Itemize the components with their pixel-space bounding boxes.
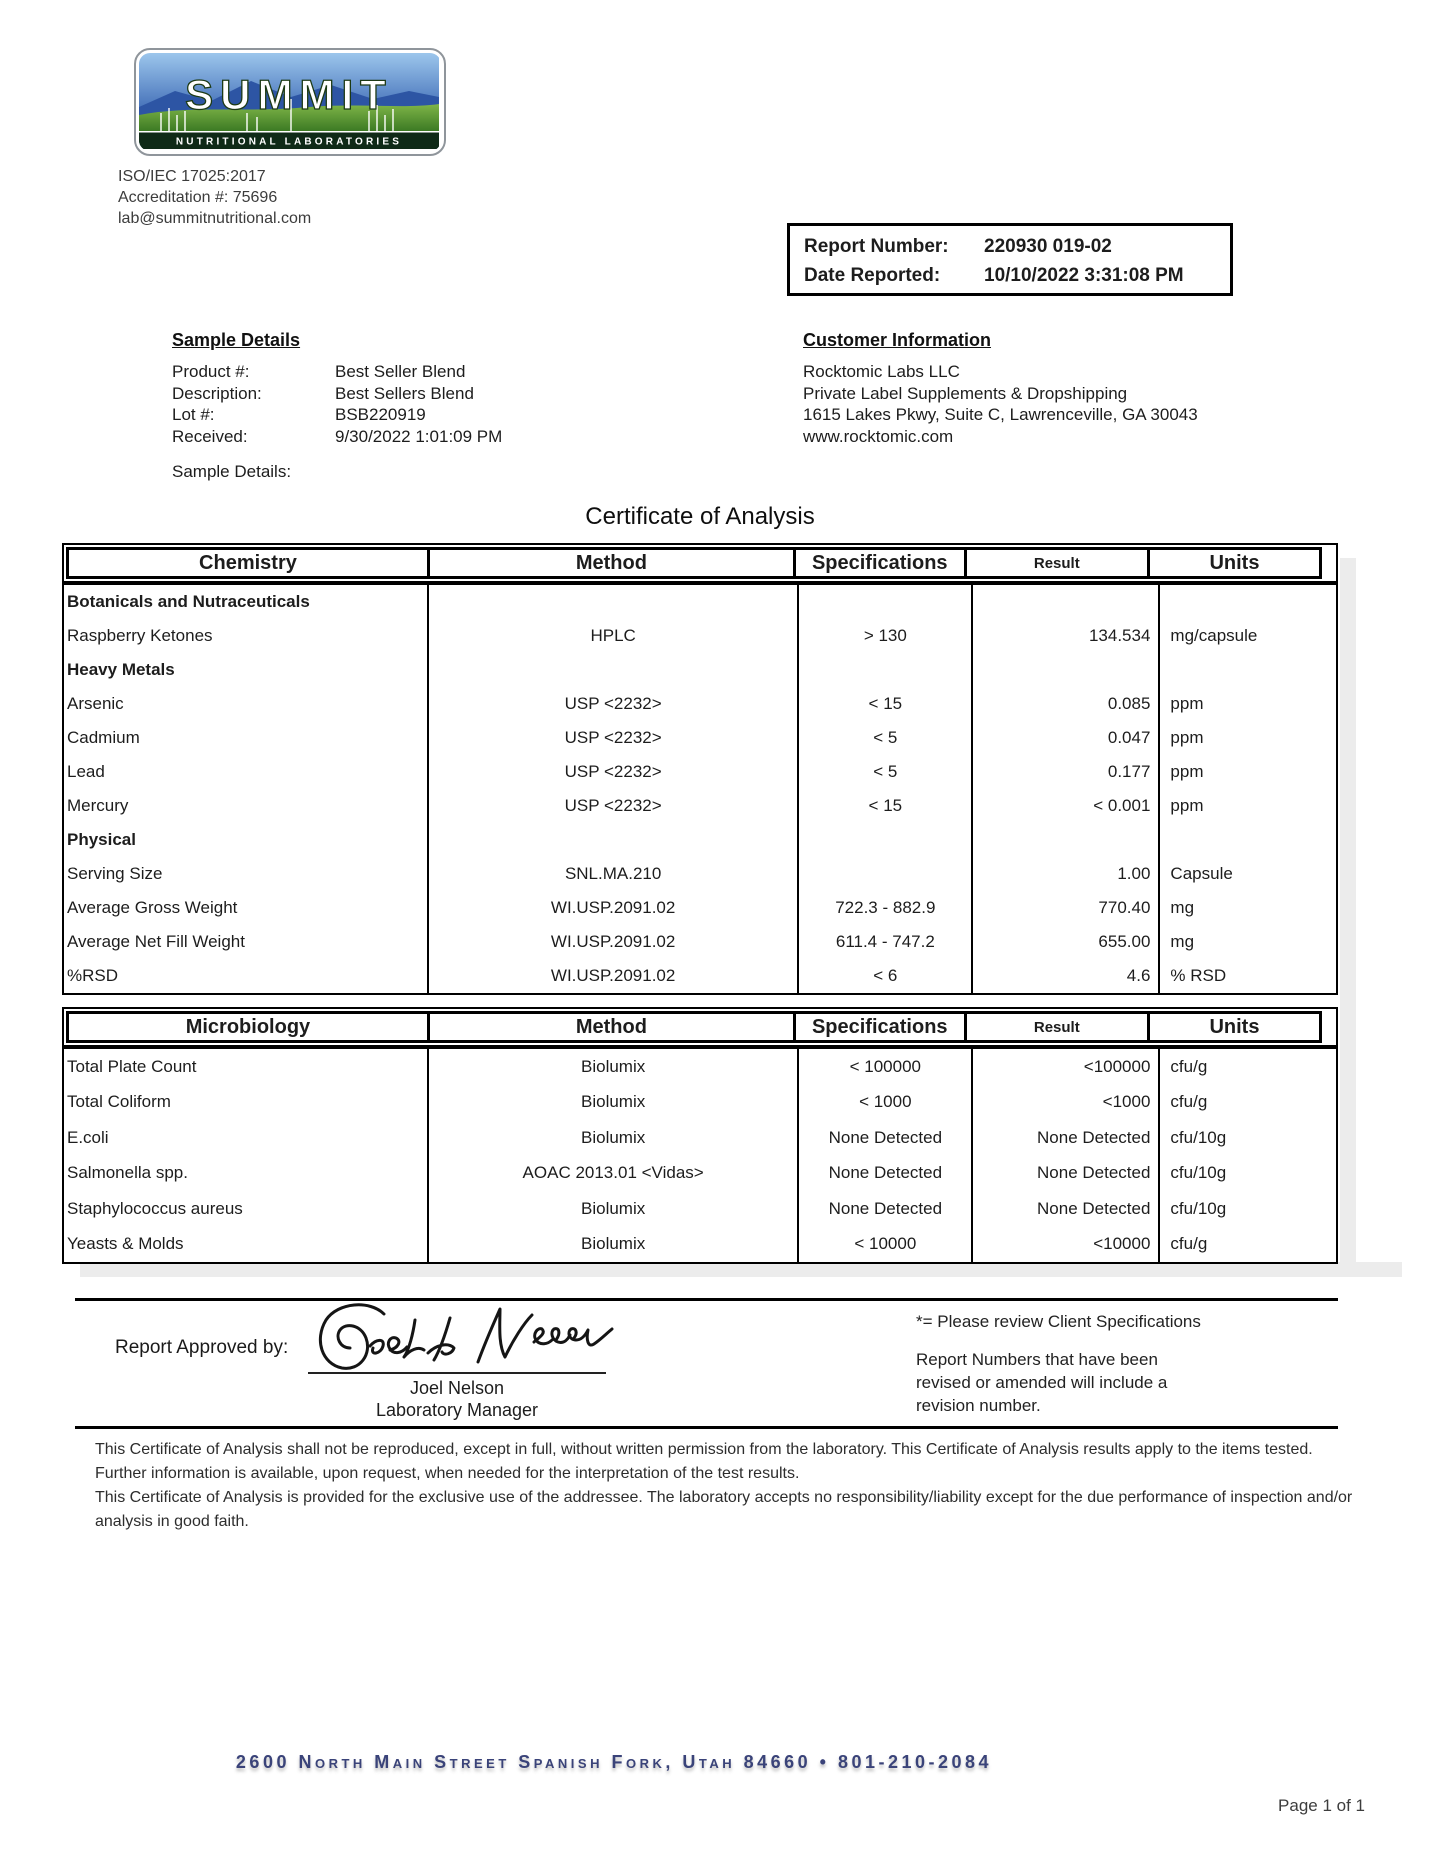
table-cell: USP <2232>: [564, 694, 662, 713]
signature-line: [308, 1372, 606, 1374]
table-cell: %RSD: [67, 966, 119, 985]
disclaimer-paragraph-1: This Certificate of Analysis shall not be reproduced, except in full, without written permission from the laboratory. This Certificate of Analysis results apply to the items tested. Further information is available, upon request, when needed for the interpretation of the test results.: [95, 1441, 1313, 1482]
table-cell: <10000: [1093, 1234, 1151, 1254]
table-column: [64, 585, 429, 993]
table-cell: [1160, 585, 1336, 619]
table-cell: Cadmium: [67, 728, 140, 747]
product-number-value: Best Seller Blend: [335, 362, 466, 381]
table-cell: Arsenic: [67, 694, 124, 713]
table-cell: cfu/10g: [1170, 1198, 1227, 1218]
table-cell: Mercury: [67, 796, 129, 815]
table-cell: Biolumix: [581, 1056, 646, 1076]
table-cell: <1000: [1102, 1092, 1151, 1112]
lot-number-label: Lot #:: [172, 405, 215, 424]
table-cell: < 15: [868, 694, 903, 713]
units-column-header: Units: [1147, 547, 1322, 579]
table-cell: [1160, 653, 1336, 687]
table-column: [429, 585, 799, 993]
summit-logo: [134, 48, 446, 156]
table-cell: < 100000: [849, 1056, 922, 1076]
logo-tagline-text: NUTRITIONAL LABORATORIES: [175, 136, 403, 148]
table-cell: < 1000: [859, 1092, 912, 1112]
table-cell: [429, 823, 797, 857]
signer-title: Laboratory Manager: [375, 1400, 539, 1420]
lab-email: lab@summitnutritional.com: [118, 210, 312, 227]
table-cell: cfu/g: [1170, 1056, 1208, 1076]
disclaimer-block: [95, 1438, 1357, 1534]
received-value: 9/30/2022 1:01:09 PM: [335, 426, 503, 446]
table-cell: cfu/g: [1170, 1234, 1208, 1254]
customer-name: Rocktomic Labs LLC: [803, 362, 960, 381]
table-cell: Biolumix: [581, 1092, 646, 1112]
table-cell: ppm: [1170, 728, 1204, 747]
report-info-box: [787, 223, 1233, 296]
table-cell: < 6: [873, 966, 898, 985]
chemistry-table-body: [62, 583, 1338, 995]
table-cell: Total Plate Count: [67, 1056, 197, 1076]
table-cell: 611.4 - 747.2: [835, 932, 935, 951]
table-cell: [799, 823, 971, 857]
sample-details-section: [172, 330, 502, 447]
sample-details-title: Sample Details: [172, 330, 301, 350]
table-cell: SNL.MA.210: [564, 864, 662, 883]
table-cell: Serving Size: [67, 864, 163, 883]
sample-details-extra-label: Sample Details:: [172, 462, 292, 481]
table-cell: USP <2232>: [564, 796, 662, 815]
table-column: [799, 585, 973, 993]
description-value: Best Sellers Blend: [335, 383, 474, 403]
table-cell: 770.40: [1098, 898, 1151, 917]
table-cell: cfu/10g: [1170, 1127, 1227, 1147]
table-cell: None Detected: [828, 1127, 943, 1147]
client-spec-note: *= Please review Client Specifications: [916, 1312, 1201, 1331]
table-cell: [429, 585, 797, 619]
table-cell: [799, 653, 971, 687]
table-cell: None Detected: [1037, 1198, 1151, 1218]
report-number-value: 220930 019-02: [984, 236, 1112, 257]
table-cell: None Detected: [1037, 1127, 1151, 1147]
table-cell: mg/capsule: [1170, 626, 1258, 645]
table-cell: Biolumix: [581, 1127, 646, 1147]
result-column-header: Result: [964, 1011, 1150, 1043]
table-cell: Yeasts & Molds: [67, 1234, 184, 1254]
table-cell: [973, 585, 1158, 619]
table-cell: % RSD: [1170, 966, 1227, 985]
table-cell: ppm: [1170, 762, 1204, 781]
table-cell: cfu/g: [1170, 1092, 1208, 1112]
disclaimer-paragraph-2: This Certificate of Analysis is provided for the exclusive use of the addressee. The laboratory accepts no responsibility/liability except for the due performance of inspection and/or analysis in good faith.: [95, 1489, 1353, 1530]
table-cell: [973, 653, 1158, 687]
table-cell: Salmonella spp.: [67, 1163, 188, 1183]
table-cell: Capsule: [1170, 864, 1233, 883]
table-column: [973, 585, 1160, 993]
table-cell: ppm: [1170, 694, 1204, 713]
table-column: [64, 1049, 429, 1262]
table-column: [1160, 585, 1336, 993]
revision-note: Report Numbers that have been revised or amended will include a revision number.: [916, 1350, 1168, 1415]
table-cell: 4.6: [1126, 966, 1151, 985]
sample-detail-row: [172, 404, 502, 426]
table-cell: < 0.001: [1093, 796, 1151, 815]
table-cell: Total Coliform: [67, 1092, 171, 1112]
table-cell: 1.00: [1117, 864, 1151, 883]
product-number-label: Product #:: [172, 362, 250, 381]
table-cell: 0.085: [1107, 694, 1151, 713]
table-cell: None Detected: [1037, 1163, 1151, 1183]
table-cell: E.coli: [67, 1127, 109, 1147]
table-cell: [429, 653, 797, 687]
table-cell: 722.3 - 882.9: [835, 898, 936, 917]
table-cell: 0.047: [1107, 728, 1151, 747]
table-cell: [799, 857, 971, 891]
table-cell: None Detected: [828, 1198, 943, 1218]
units-column-header: Units: [1147, 1011, 1322, 1043]
divider-rule-top: [75, 1298, 1338, 1301]
table-cell: <100000: [1083, 1056, 1151, 1076]
date-reported-label: Date Reported:: [804, 265, 941, 286]
table-cell: USP <2232>: [564, 762, 662, 781]
description-label: Description:: [172, 383, 262, 403]
table-cell: mg: [1170, 932, 1195, 951]
table-cell: < 10000: [854, 1234, 917, 1254]
specifications-column-header: Specifications: [793, 547, 967, 579]
signer-name: Joel Nelson: [409, 1378, 505, 1398]
sample-detail-row: [172, 426, 502, 448]
table-cell: AOAC 2013.01 <Vidas>: [522, 1163, 704, 1183]
microbiology-table-header: [62, 1007, 1338, 1047]
table-column: [1160, 1049, 1336, 1262]
report-number-label: Report Number:: [804, 236, 949, 257]
table-shadow-right: [1340, 558, 1356, 1276]
customer-tagline: Private Label Supplements & Dropshipping: [803, 383, 1128, 403]
result-column-header: Result: [964, 547, 1150, 579]
signature: [300, 1298, 620, 1378]
table-cell: [1160, 823, 1336, 857]
table-cell: HPLC: [590, 626, 636, 645]
sample-detail-row: [172, 383, 502, 405]
accreditation-number: Accreditation #: 75696: [118, 189, 278, 206]
section-label: Botanicals and Nutraceuticals: [67, 592, 310, 611]
table-cell: Biolumix: [581, 1198, 646, 1218]
customer-address: 1615 Lakes Pkwy, Suite C, Lawrenceville, GA 30043: [803, 405, 1198, 424]
table-column: [429, 1049, 799, 1262]
microbiology-table-body: [62, 1047, 1338, 1264]
table-cell: None Detected: [828, 1163, 943, 1183]
method-column-header: Method: [427, 1011, 796, 1043]
table-cell: Biolumix: [581, 1234, 646, 1254]
table-shadow-bottom: [80, 1262, 1402, 1277]
table-cell: WI.USP.2091.02: [550, 898, 676, 917]
table-cell: [973, 823, 1158, 857]
certificate-title: Certificate of Analysis: [585, 503, 815, 530]
lab-address-footer: 2600 North Main Street Spanish Fork, Utah 84660 • 801-210-2084: [235, 1752, 993, 1772]
table-cell: 0.177: [1107, 762, 1151, 781]
iso-standard: ISO/IEC 17025:2017: [118, 168, 266, 185]
specifications-column-header: Specifications: [793, 1011, 967, 1043]
table-cell: > 130: [863, 626, 907, 645]
table-cell: [799, 585, 971, 619]
report-approved-by-label: Report Approved by:: [115, 1337, 289, 1358]
table-column: [973, 1049, 1160, 1262]
table-cell: WI.USP.2091.02: [550, 966, 676, 985]
date-reported-value: 10/10/2022 3:31:08 PM: [984, 265, 1184, 286]
summit-logo-art: [139, 53, 439, 149]
table-cell: WI.USP.2091.02: [550, 932, 676, 951]
divider-rule-bottom: [75, 1426, 1338, 1429]
table-cell: Average Gross Weight: [67, 898, 238, 917]
section-label: Heavy Metals: [67, 660, 175, 679]
page-number: Page 1 of 1: [1278, 1796, 1365, 1815]
table-cell: cfu/10g: [1170, 1163, 1227, 1183]
table-cell: mg: [1170, 898, 1195, 917]
table-cell: ppm: [1170, 796, 1204, 815]
sample-detail-row: [172, 361, 502, 383]
table-cell: 655.00: [1098, 932, 1151, 951]
logo-brand-text: SUMMIT: [185, 71, 393, 118]
table-cell: Average Net Fill Weight: [67, 932, 245, 951]
table-cell: 134.534: [1088, 626, 1151, 645]
table-cell: Lead: [67, 762, 105, 781]
lot-number-value: BSB220919: [335, 405, 426, 424]
chemistry-table-header: [62, 543, 1338, 583]
customer-website: www.rocktomic.com: [803, 426, 954, 446]
table-cell: Raspberry Ketones: [67, 626, 213, 645]
table-cell: Staphylococcus aureus: [67, 1198, 243, 1218]
section-label: Physical: [67, 830, 136, 849]
table-column: [799, 1049, 973, 1262]
chemistry-column-header: Chemistry: [66, 547, 430, 579]
method-column-header: Method: [427, 547, 796, 579]
table-cell: < 5: [873, 728, 898, 747]
table-cell: < 5: [873, 762, 898, 781]
table-cell: USP <2232>: [564, 728, 662, 747]
table-cell: < 15: [868, 796, 903, 815]
customer-information-title: Customer Information: [803, 330, 992, 350]
received-label: Received:: [172, 426, 248, 446]
microbiology-column-header: Microbiology: [66, 1011, 430, 1043]
customer-information-section: [803, 330, 1198, 447]
accreditation-block: [118, 166, 311, 229]
